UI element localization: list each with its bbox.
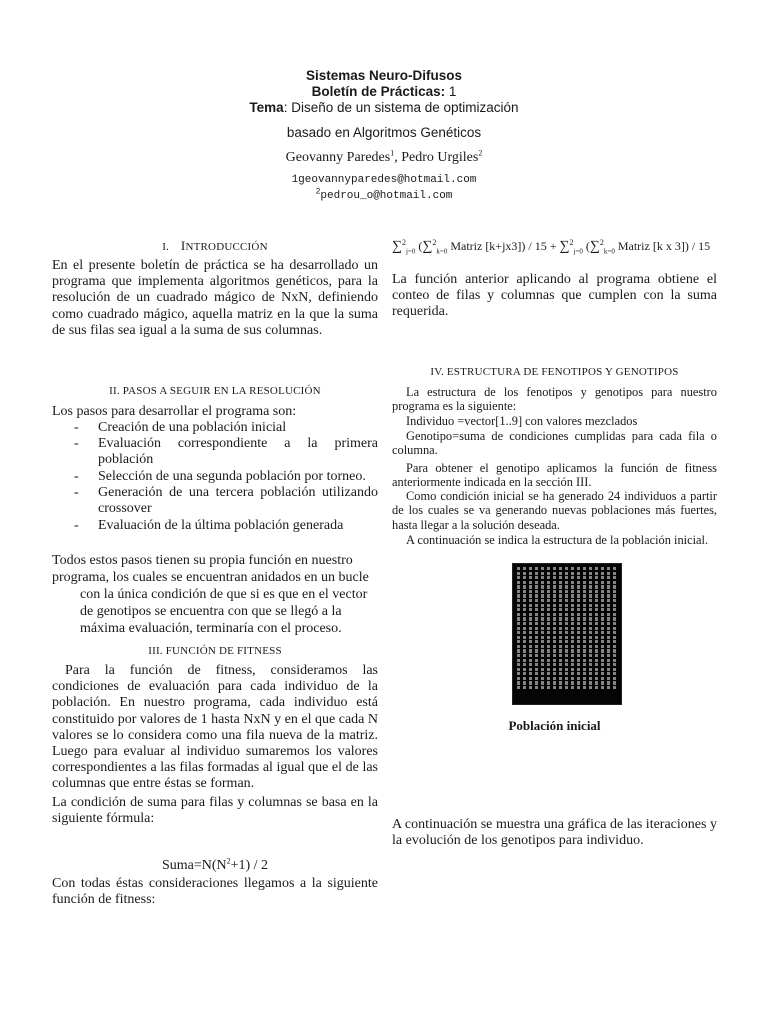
structure-closing: A continuación se muestra una gráfica de las iteraciones y la evolución de los genotipos para individuo. xyxy=(392,817,717,849)
author-1: Geovanny Paredes xyxy=(285,150,391,165)
structure-paragraph-3: Genotipo=suma de condiciones cumplidas para cada fila o columna. xyxy=(392,429,717,458)
email-2: pedrou_o@hotmail.com xyxy=(320,190,453,202)
formula-explanation: La función anterior aplicando al programa obtiene el conteo de filas y columnas que cumplen con la suma requerida. xyxy=(392,272,717,320)
sigma-lower-j: j=0 xyxy=(405,247,416,256)
list-dash: - xyxy=(74,468,79,484)
authors xyxy=(0,150,768,166)
section-heading-steps: II. PASOS A SEGUIR EN LA RESOLUCIÓN xyxy=(109,385,321,397)
formula-open: ( xyxy=(415,239,423,253)
structure-paragraph-6: A continuación se indica la estructura de la población inicial. xyxy=(406,533,709,547)
sigma-symbol: ∑ xyxy=(589,239,600,254)
sum-formula xyxy=(52,858,378,874)
intro-heading-rest: NTRODUCCIÓN xyxy=(185,241,268,253)
steps-closing-line-1: Todos estos pasos tienen su propia función en nuestro xyxy=(52,553,353,568)
list-dash: - xyxy=(74,518,79,534)
sigma-lower-k: k=0 xyxy=(436,247,448,256)
email-2-sup: 2 xyxy=(315,187,321,197)
bulletin-number: 1 xyxy=(448,84,457,99)
formula-part-2: Matriz [k x 3]) / 15 xyxy=(614,239,711,253)
fitness-function-formula xyxy=(392,239,717,255)
sigma-upper: 2 xyxy=(401,238,406,247)
list-dash: - xyxy=(74,484,79,500)
fitness-paragraph-2: La condición de suma para filas y columnas se basa en la siguiente fórmula: xyxy=(52,795,378,827)
sum-formula-pre: Suma=N(N xyxy=(161,858,227,873)
figure-caption: Población inicial xyxy=(508,718,601,733)
author-2: Pedro Urgiles xyxy=(401,150,479,165)
topic-label: Tema xyxy=(249,100,284,115)
email-2-line xyxy=(0,187,768,202)
structure-paragraph-2: Individuo =vector[1..9] con valores mezclados xyxy=(406,414,638,428)
list-item xyxy=(52,518,378,534)
formula-open: ( xyxy=(582,239,590,253)
bulletin-label: Boletín de Prácticas: xyxy=(311,84,446,99)
email-1: 1geovannyparedes@hotmail.com xyxy=(291,174,477,186)
steps-lead: Los pasos para desarrollar el programa son: xyxy=(52,404,297,419)
list-item-text: Evaluación correspondiente a la primera población xyxy=(98,436,378,468)
steps-list xyxy=(52,420,378,534)
list-dash: - xyxy=(74,436,79,452)
sigma-symbol: ∑ xyxy=(392,239,402,254)
sum-formula-post: +1) / 2 xyxy=(230,858,269,873)
steps-closing-rest: con la única condición de que si es que en el vector de genotipos se encuentra con que se llegó a la máxima evaluación, terminaría con el proceso. xyxy=(80,587,368,636)
list-dash: - xyxy=(74,420,79,435)
list-item-text: Selección de una segunda población por torneo. xyxy=(98,468,366,484)
intro-heading-cap: I xyxy=(180,238,186,253)
list-item xyxy=(52,436,378,468)
author-1-sup: 1 xyxy=(390,148,395,158)
intro-numeral: I. xyxy=(162,241,170,253)
section-heading-structure: IV. ESTRUCTURA DE FENOTIPOS Y GENOTIPOS xyxy=(430,366,679,378)
fitness-paragraph-3: Con todas éstas consideraciones llegamos a la siguiente función de fitness: xyxy=(52,876,378,908)
list-item-text: Evaluación de la última población generada xyxy=(98,518,344,534)
structure-paragraph-4: Para obtener el genotipo aplicamos la función de fitness anteriormente indicada en la sección III. xyxy=(392,461,717,490)
structure-paragraph-5: Como condición inicial se ha generado 24 individuos a partir de los cuales se va generando nuevas poblaciones más fuertes, hasta llegar a la solución deseada. xyxy=(392,489,717,532)
list-item xyxy=(52,420,378,436)
author-2-sup: 2 xyxy=(478,148,483,158)
section-heading-fitness: III. FUNCIÓN DE FITNESS xyxy=(148,645,282,657)
author-separator: , xyxy=(394,150,402,165)
topic-text: : Diseño de un sistema de optimización xyxy=(283,100,519,115)
list-item xyxy=(52,485,378,517)
list-item-text: Generación de una tercera población utilizando crossover xyxy=(98,484,378,517)
sigma-lower-j: j=0 xyxy=(573,247,583,256)
sigma-upper: 2 xyxy=(432,238,437,247)
list-item-text: Creación de una población inicial xyxy=(98,420,287,435)
sigma-upper: 2 xyxy=(599,238,604,247)
sigma-symbol: ∑ xyxy=(422,239,433,254)
paper-title: Sistemas Neuro-Difusos xyxy=(305,68,463,83)
structure-paragraph-1: La estructura de los fenotipos y genotipos para nuestro programa es la siguiente: xyxy=(392,385,717,414)
population-console-image xyxy=(512,563,622,705)
intro-paragraph: En el presente boletín de práctica se ha desarrollado un programa que implementa algoritmos genéticos, para la resolución de un cuadrado mágico de NxN, definiendo como cuadrado mágico, aquella matriz en la que la suma de sus filas sea igual a la suma de sus columnas. xyxy=(52,258,378,338)
list-item xyxy=(52,469,378,485)
fitness-paragraph-1: Para la función de fitness, consideramos las condiciones de evaluación para cada individuo de la población. En nuestro programa, cada individuo está constituido por valores de 1 hasta NxN y en el que cada N valores se lo considera como una fila nueva de la matriz. Luego para evaluar al individuo sumaremos los valores correspondientes a las filas formadas al igual que el de las columnas que entre éstas se forman. xyxy=(52,663,378,792)
steps-closing-line-2: programa, los cuales se encuentran anidados en un bucle xyxy=(52,570,369,585)
sum-formula-sup: 2 xyxy=(226,856,231,866)
section-heading-intro xyxy=(52,238,378,254)
sigma-symbol: ∑ xyxy=(559,239,570,254)
formula-part-1: Matriz [k+jx3]) / 15 + xyxy=(447,239,560,253)
bulletin-line xyxy=(0,84,768,99)
sigma-upper: 2 xyxy=(569,238,574,247)
topic-line xyxy=(0,100,768,115)
sigma-lower-k: k=0 xyxy=(603,247,615,256)
steps-closing xyxy=(52,552,378,637)
topic-line-2: basado en Algoritmos Genéticos xyxy=(286,125,482,140)
